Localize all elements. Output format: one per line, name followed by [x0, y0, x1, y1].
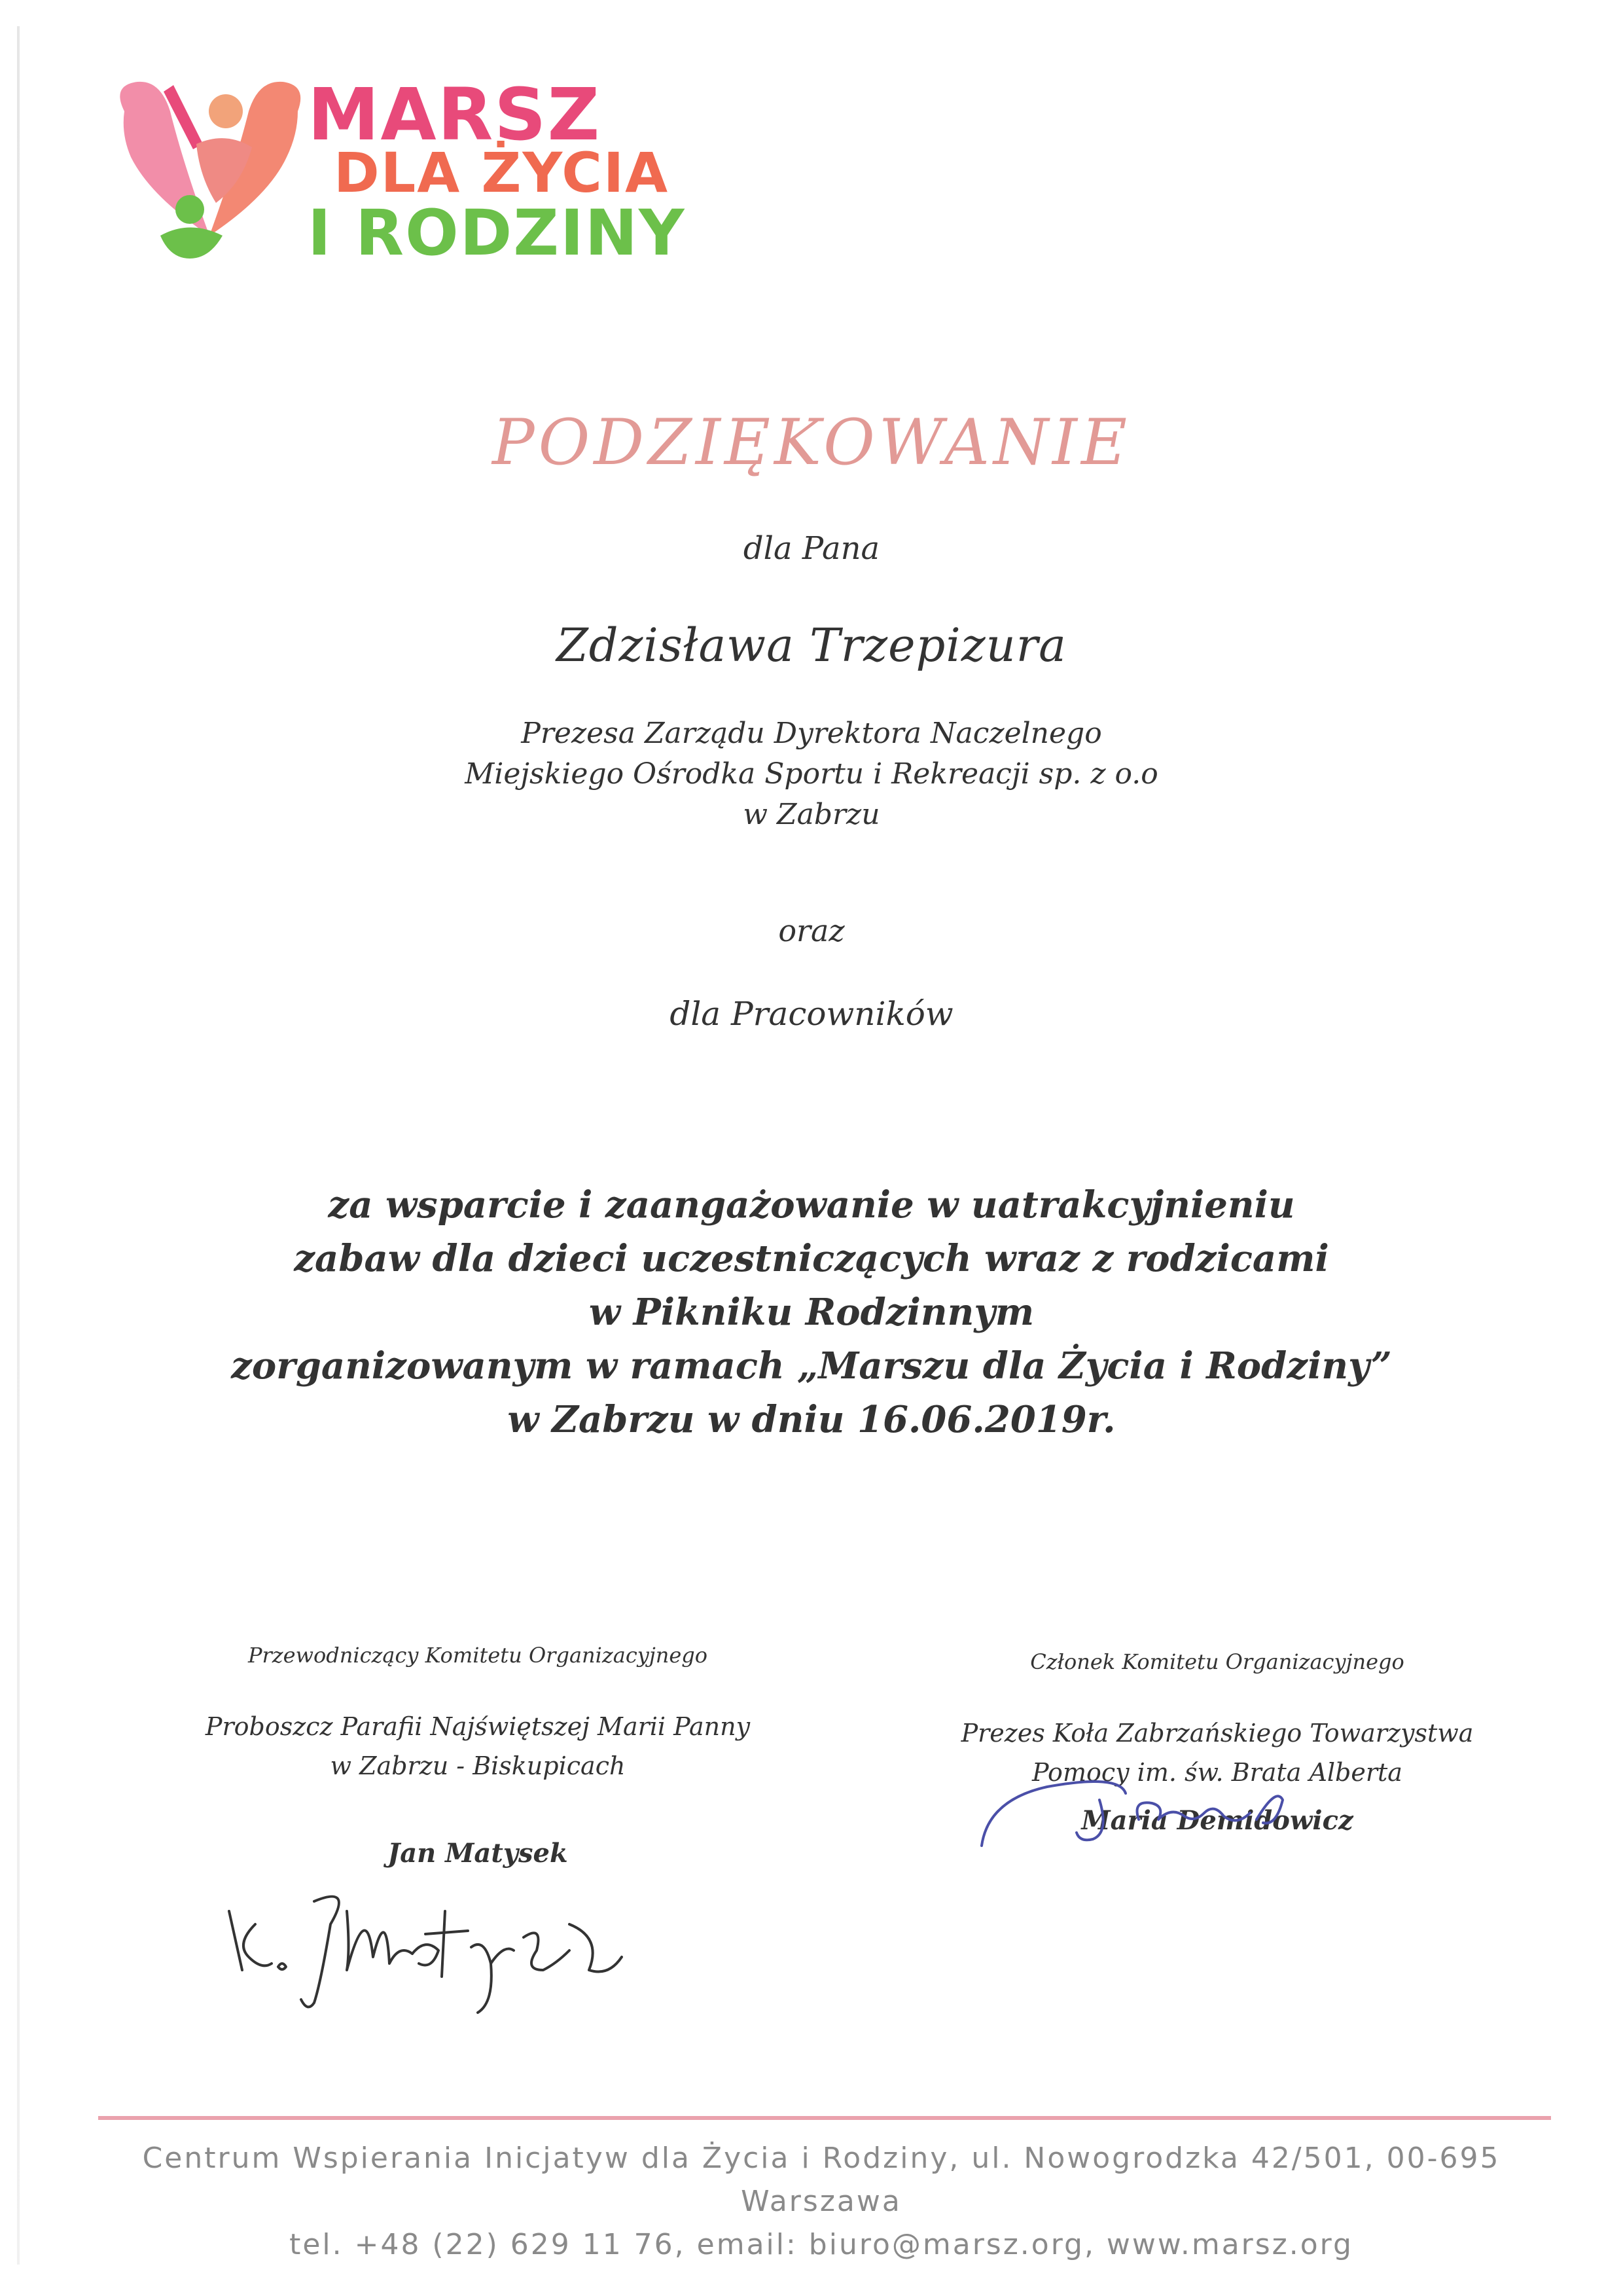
- footer-divider: [98, 2116, 1551, 2120]
- recipient-staff: dla Pracowników: [669, 995, 954, 1033]
- hearts-family-logo-icon: [111, 72, 308, 262]
- body-line: w Zabrzu w dniu 16.06.2019r.: [507, 1398, 1116, 1441]
- logo-line-3: I RODZINY: [308, 196, 686, 270]
- signatory-left: [183, 1643, 772, 1869]
- signatory-desc-line: Proboszcz Parafii Najświętszej Marii Panny: [205, 1712, 751, 1741]
- footer-address: Centrum Wspierania Inicjatyw dla Życia i Rodziny, ul. Nowogrodzka 42/501, 00-695 Warszawa: [142, 2142, 1501, 2218]
- body-line: w Pikniku Rodzinnym: [588, 1291, 1035, 1334]
- body-line: zabaw dla dzieci uczestniczących wraz z rodzicami: [294, 1237, 1329, 1280]
- signatory-role: Członek Komitetu Organizacyjnego: [1030, 1649, 1404, 1674]
- position-line: w Zabrzu: [743, 798, 880, 831]
- signatory-name: Maria Demidowicz: [1081, 1805, 1353, 1836]
- signatory-role: Przewodniczący Komitetu Organizacyjnego: [247, 1643, 708, 1668]
- conjunction-text: oraz: [778, 913, 845, 948]
- position-line: Prezesa Zarządu Dyrektora Naczelnego: [521, 717, 1102, 750]
- recipient-salutation: dla Pana: [743, 530, 880, 567]
- document-title: PODZIĘKOWANIE: [491, 406, 1132, 479]
- thanks-body: [0, 1178, 1623, 1446]
- logo-line-1: MARSZ: [308, 73, 601, 156]
- footer-contacts: tel. +48 (22) 629 11 76, email: biuro@marsz.org, www.marsz.org: [289, 2228, 1353, 2261]
- signatory-name: Jan Matysek: [387, 1838, 568, 1869]
- footer-contact: [92, 2137, 1551, 2267]
- handwritten-signature-left: [216, 1872, 635, 2022]
- body-line: za wsparcie i zaangażowanie w uatrakcyjnieniu: [328, 1183, 1295, 1227]
- page-edge: [17, 26, 20, 2265]
- recipient-position: [0, 713, 1623, 835]
- signatory-desc-line: Pomocy im. św. Brata Alberta: [1032, 1758, 1402, 1787]
- signatory-desc-line: Prezes Koła Zabrzańskiego Towarzystwa: [961, 1719, 1474, 1748]
- signatory-desc-line: w Zabrzu - Biskupicach: [330, 1751, 626, 1780]
- position-line: Miejskiego Ośrodka Sportu i Rekreacji sp. z o.o: [465, 757, 1158, 791]
- logo-line-2: DLA ŻYCIA: [334, 141, 669, 205]
- recipient-name: Zdzisława Trzepizura: [556, 619, 1067, 672]
- handwritten-signature-right: [969, 1761, 1335, 1859]
- organization-logo: [111, 72, 700, 268]
- signatory-description: [183, 1707, 772, 1785]
- body-line: zorganizowanym w ramach „Marszu dla Życia i Rodziny”: [231, 1344, 1392, 1388]
